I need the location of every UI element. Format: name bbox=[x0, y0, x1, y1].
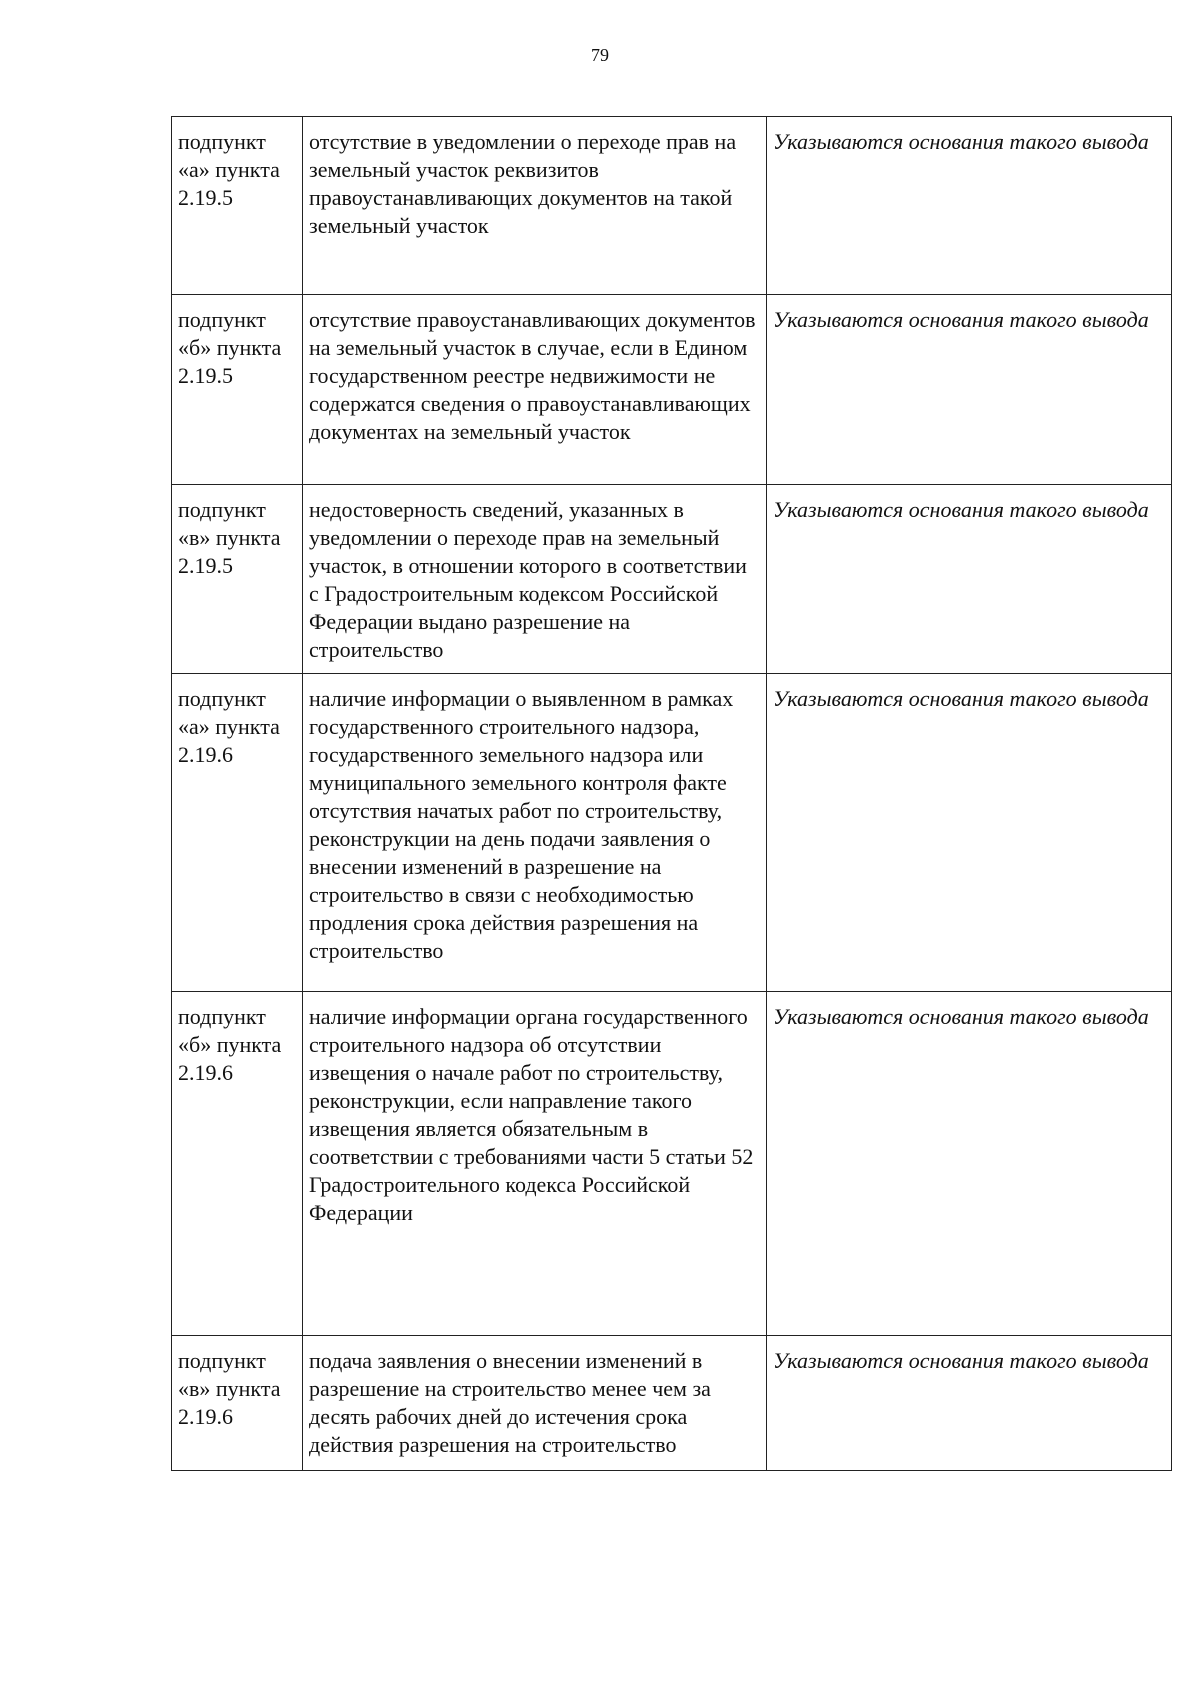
clause-reference-line: подпункт bbox=[178, 129, 266, 154]
clause-reference-line: «а» пункта bbox=[178, 157, 280, 182]
refusal-ground-cell: наличие информации органа государственного строительного надзора об отсутствии извещения о начале работ по строительству, реконструкции, если направление такого извещения является обязательным в соответствии с требованиями части 5 статьи 52 Градостроительного кодекса Российской Федерации bbox=[303, 992, 767, 1336]
clause-reference-line: 2.19.6 bbox=[178, 1404, 233, 1429]
page-number: 79 bbox=[591, 45, 609, 65]
table-row bbox=[172, 485, 1172, 674]
clause-reference-line: подпункт bbox=[178, 1348, 266, 1373]
clause-reference-line: 2.19.5 bbox=[178, 553, 233, 578]
explanation-note-cell: Указываются основания такого вывода bbox=[767, 992, 1172, 1336]
explanation-note-cell: Указываются основания такого вывода bbox=[767, 1336, 1172, 1471]
clause-reference-line: подпункт bbox=[178, 307, 266, 332]
clause-reference-cell bbox=[172, 992, 303, 1336]
clause-reference-line: «в» пункта bbox=[178, 1376, 281, 1401]
clause-reference-line: подпункт bbox=[178, 686, 266, 711]
clause-reference-line: 2.19.6 bbox=[178, 742, 233, 767]
explanation-note-cell: Указываются основания такого вывода bbox=[767, 485, 1172, 674]
clause-reference-cell bbox=[172, 117, 303, 295]
clause-reference-line: «а» пункта bbox=[178, 714, 280, 739]
explanation-note-cell: Указываются основания такого вывода bbox=[767, 295, 1172, 485]
clause-reference-line: 2.19.5 bbox=[178, 363, 233, 388]
refusal-ground-cell: отсутствие правоустанавливающих документов на земельный участок в случае, если в Едином государственном реестре недвижимости не содержатся сведения о правоустанавливающих документах на земельный участок bbox=[303, 295, 767, 485]
table-row bbox=[172, 117, 1172, 295]
refusal-ground-cell: наличие информации о выявленном в рамках государственного строительного надзора, государственного земельного надзора или муниципального земельного контроля факте отсутствия начатых работ по строительству, реконструкции на день подачи заявления о внесении изменений в разрешение на строительство в связи с необходимостью продления срока действия разрешения на строительство bbox=[303, 674, 767, 992]
table-row bbox=[172, 295, 1172, 485]
clause-reference-line: подпункт bbox=[178, 497, 266, 522]
clause-reference-line: «б» пункта bbox=[178, 335, 282, 360]
clause-reference-line: 2.19.5 bbox=[178, 185, 233, 210]
clause-reference-line: 2.19.6 bbox=[178, 1060, 233, 1085]
explanation-note-cell: Указываются основания такого вывода bbox=[767, 117, 1172, 295]
clause-reference-line: «в» пункта bbox=[178, 525, 281, 550]
grounds-table bbox=[171, 116, 1172, 1471]
clause-reference-cell bbox=[172, 295, 303, 485]
table-row bbox=[172, 674, 1172, 992]
table-row bbox=[172, 992, 1172, 1336]
clause-reference-cell bbox=[172, 674, 303, 992]
clause-reference-cell bbox=[172, 1336, 303, 1471]
clause-reference-cell bbox=[172, 485, 303, 674]
explanation-note-cell: Указываются основания такого вывода bbox=[767, 674, 1172, 992]
clause-reference-line: «б» пункта bbox=[178, 1032, 282, 1057]
clause-reference-line: подпункт bbox=[178, 1004, 266, 1029]
table-row bbox=[172, 1336, 1172, 1471]
refusal-ground-cell: подача заявления о внесении изменений в разрешение на строительство менее чем за десять рабочих дней до истечения срока действия разрешения на строительство bbox=[303, 1336, 767, 1471]
refusal-ground-cell: отсутствие в уведомлении о переходе прав на земельный участок реквизитов правоустанавливающих документов на такой земельный участок bbox=[303, 117, 767, 295]
refusal-ground-cell: недостоверность сведений, указанных в уведомлении о переходе прав на земельный участок, в отношении которого в соответствии с Градостроительным кодексом Российской Федерации выдано разрешение на строительство bbox=[303, 485, 767, 674]
